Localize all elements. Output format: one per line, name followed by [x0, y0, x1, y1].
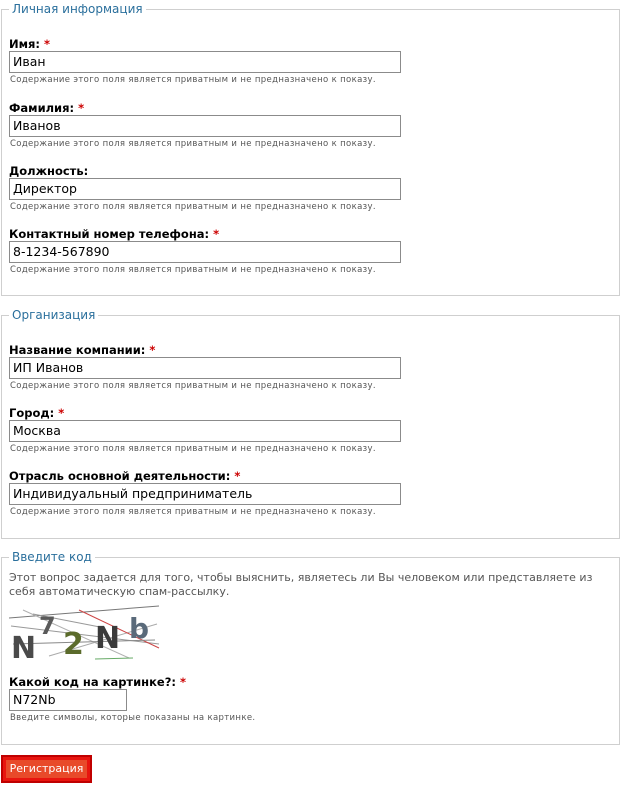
svg-text:b: b — [129, 612, 150, 645]
name-label: Имя: * — [9, 37, 51, 51]
name-privacy-note: Содержание этого поля является приватным и не предназначено к показу. — [10, 75, 376, 85]
surname-privacy-note: Содержание этого поля является приватным и не предназначено к показу. — [10, 139, 376, 149]
captcha-input[interactable]: N72Nb — [9, 689, 127, 711]
captcha-fieldset — [1, 550, 620, 745]
register-button-label: Регистрация — [6, 760, 87, 778]
company-input[interactable]: ИП Иванов — [9, 357, 401, 379]
personal-info-legend: Личная информация — [9, 1, 146, 17]
position-input[interactable]: Директор — [9, 178, 401, 200]
captcha-image — [9, 604, 161, 662]
organization-fieldset — [1, 308, 620, 539]
city-input[interactable]: Москва — [9, 420, 401, 442]
position-label: Должность: — [9, 164, 89, 178]
captcha-legend: Введите код — [9, 549, 95, 565]
captcha-intro: Этот вопрос задается для того, чтобы выяснить, являетесь ли Вы человеком или представляете из себя автоматическую спам-рассылку. — [9, 571, 593, 598]
personal-info-fieldset — [1, 2, 620, 296]
captcha-hint: Введите символы, которые показаны на картинке. — [10, 713, 256, 723]
position-privacy-note: Содержание этого поля является приватным и не предназначено к показу. — [10, 202, 376, 212]
svg-text:N: N — [95, 621, 121, 656]
svg-text:7: 7 — [39, 612, 56, 640]
svg-text:N: N — [11, 631, 37, 662]
name-input[interactable]: Иван — [9, 51, 401, 73]
organization-legend: Организация — [9, 307, 98, 323]
surname-label: Фамилия: * — [9, 101, 85, 115]
captcha-label: Какой код на картинке?: * — [9, 675, 187, 689]
company-privacy-note: Содержание этого поля является приватным и не предназначено к показу. — [10, 381, 376, 391]
phone-privacy-note: Содержание этого поля является приватным и не предназначено к показу. — [10, 265, 376, 275]
surname-input[interactable]: Иванов — [9, 115, 401, 137]
phone-label: Контактный номер телефона: * — [9, 227, 220, 241]
svg-text:2: 2 — [63, 627, 84, 662]
company-label: Название компании: * — [9, 343, 156, 357]
city-label: Город: * — [9, 406, 65, 420]
captcha-glyphs — [11, 612, 149, 662]
city-privacy-note: Содержание этого поля является приватным и не предназначено к показу. — [10, 444, 376, 454]
industry-input[interactable]: Индивидуальный предприниматель — [9, 483, 401, 505]
register-button[interactable] — [1, 755, 92, 783]
phone-input[interactable]: 8-1234-567890 — [9, 241, 401, 263]
industry-privacy-note: Содержание этого поля является приватным и не предназначено к показу. — [10, 507, 376, 517]
industry-label: Отрасль основной деятельности: * — [9, 469, 241, 483]
